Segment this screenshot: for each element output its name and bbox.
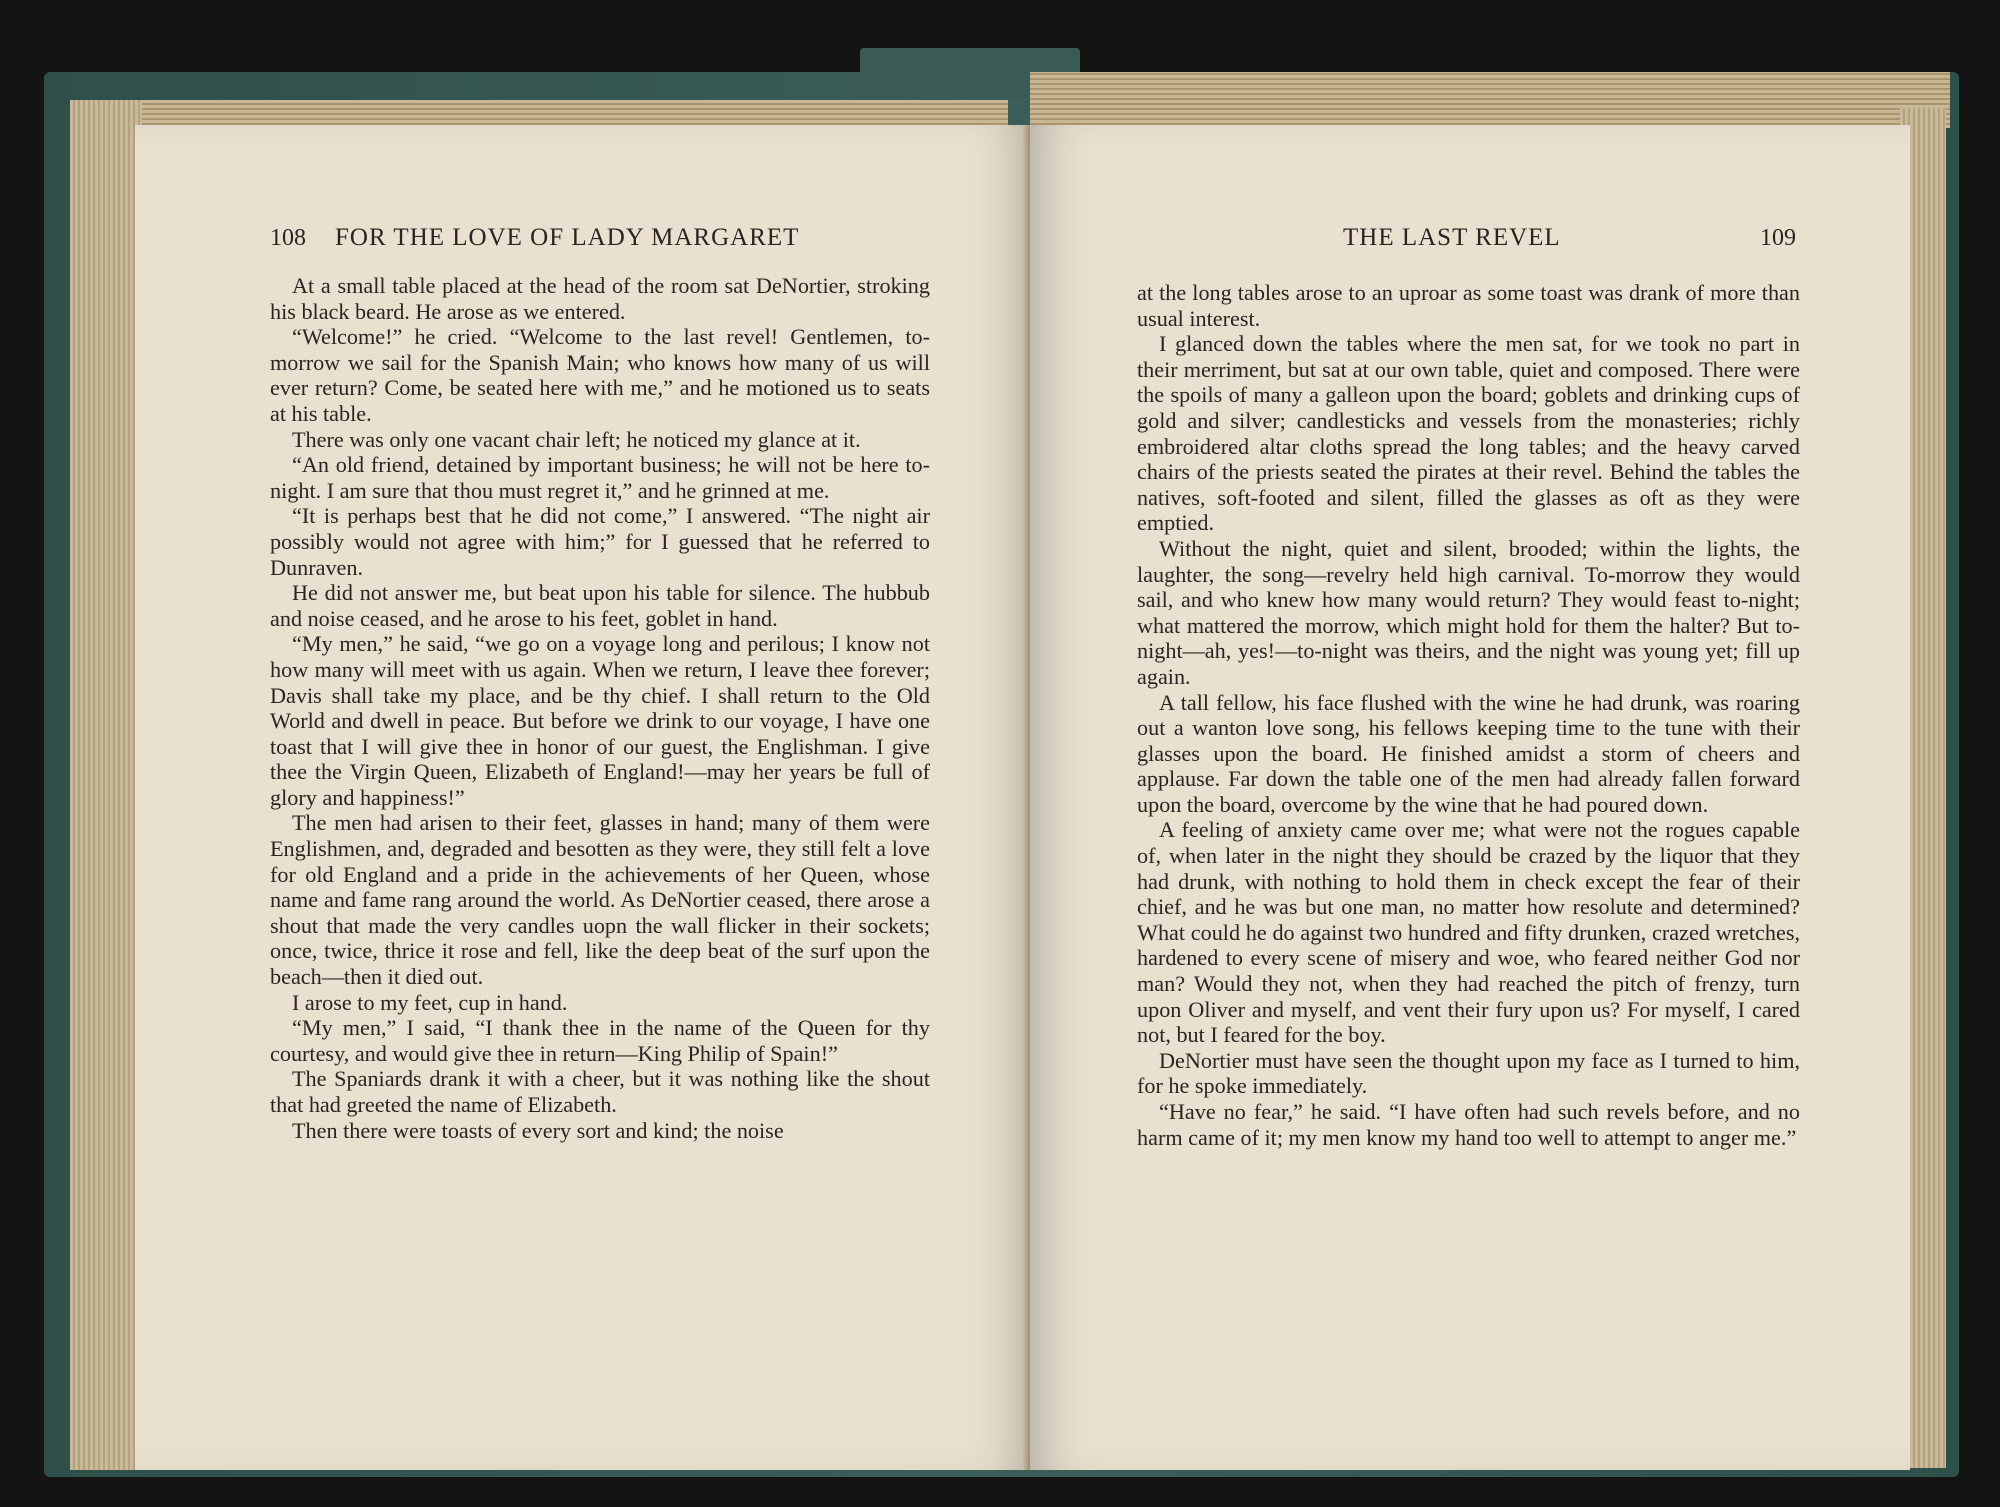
right-page-number: 109 [1760, 225, 1796, 251]
page-edges-top-right [1030, 72, 1950, 128]
paragraph-continuation: at the long tables arose to an uproar as some toast was drank of more than usual interest. [1137, 280, 1800, 331]
paragraph: The Spaniards drank it with a cheer, but it was nothing like the shout that had greeted the name of Elizabeth. [270, 1066, 930, 1117]
left-page-text [270, 273, 930, 1143]
paragraph: I arose to my feet, cup in hand. [292, 989, 568, 1015]
right-page-text [1137, 280, 1800, 1150]
paragraph: At a small table placed at the head of the room sat DeNortier, stroking his black beard. He arose as we entered. [270, 273, 930, 324]
paragraph: A feeling of anxiety came over me; what were not the rogues capable of, when later in the night they should be crazed by the liquor that they had drunk, with nothing to hold them in check except the fear of their chief, and he was but one man, no matter how resolute and determined? What could he do against two hundred and fifty drunken, crazed wretches, hardened to every scene of misery and woe, who feared neither God nor man? Would they not, when they had reached the pitch of frenzy, turn upon Oliver and myself, and vent their fury upon us? For myself, I cared not, but I feared for the boy. [1137, 817, 1800, 1048]
right-page [1030, 125, 1910, 1470]
paragraph: He did not answer me, but beat upon his table for silence. The hubbub and noise ceased, and he arose to his feet, goblet in hand. [270, 580, 930, 631]
left-page [135, 125, 1030, 1470]
paragraph: “Have no fear,” he said. “I have often had such revels before, and no harm came of it; my men know my hand too well to attempt to anger me.” [1137, 1099, 1800, 1150]
paragraph: “It is perhaps best that he did not come,” I answered. “The night air possibly would not agree with him;” for I guessed that he referred to Dunraven. [270, 503, 930, 580]
paragraph: “Welcome!” he cried. “Welcome to the last revel! Gentlemen, to-morrow we sail for the Spanish Main; who knows how many of us will ever return? Come, be seated here with me,” and he motioned us to seats at his table. [270, 324, 930, 426]
page-edges-top-left [78, 100, 1008, 128]
page-edges-left [70, 100, 142, 1470]
left-running-head: FOR THE LOVE OF LADY MARGARET [335, 224, 800, 251]
paragraph: Then there were toasts of every sort and kind; the noise [292, 1117, 784, 1143]
paragraph: DeNortier must have seen the thought upon my face as I turned to him, for he spoke immediately. [1137, 1047, 1800, 1099]
paragraph: There was only one vacant chair left; he noticed my glance at it. [292, 426, 861, 452]
right-running-head: THE LAST REVEL [1343, 224, 1561, 251]
paragraph: “My men,” I said, “I thank thee in the name of the Queen for thy courtesy, and would give thee in return—King Philip of Spain!” [270, 1015, 930, 1066]
paragraph: Without the night, quiet and silent, brooded; within the lights, the laughter, the song—revelry held high carnival. To-morrow they would sail, and who knew how many would return? They would feast to-night; what mattered the morrow, which might hold for them the halter? But to-night—ah, yes!—to-night was theirs, and the night was young yet; fill up again. [1137, 535, 1800, 689]
paragraph: “An old friend, detained by important business; he will not be here to-night. I am sure that thou must regret it,” and he grinned at me. [270, 452, 930, 503]
left-page-number: 108 [270, 225, 306, 251]
paragraph: The men had arisen to their feet, glasses in hand; many of them were Englishmen, and, degraded and besotten as they were, they still felt a love for old England and a pride in the achievements of her Queen, whose name and fame rang around the world. As DeNortier ceased, there arose a shout that made the very candles uopn the wall flicker in their sockets; once, twice, thrice it rose and fell, like the deep beat of the surf upon the beach—then it died out. [270, 810, 930, 990]
paragraph: A tall fellow, his face flushed with the wine he had drunk, was roaring out a wanton love song, his fellows keeping time to the tune with their glasses upon the board. He finished amidst a storm of cheers and applause. Far down the table one of the men had already fallen forward upon the board, overcome by the wine that he had poured down. [1137, 689, 1800, 817]
paragraph: “My men,” he said, “we go on a voyage long and perilous; I know not how many will meet with us again. When we return, I leave thee forever; Davis shall take my place, and be thy chief. I shall return to the Old World and dwell in peace. But before we drink to our voyage, I have one toast that I will give thee in honor of our guest, the Englishman. I give thee the Virgin Queen, Elizabeth of England!—may her years be full of glory and happiness!” [270, 631, 930, 810]
paragraph: I glanced down the tables where the men sat, for we took no part in their merriment, but sat at our own table, quiet and composed. There were the spoils of many a galleon upon the board; goblets and drinking cups of gold and silver; candlesticks and vessels from the monasteries; richly embroidered altar cloths spread the long tables; and the heavy carved chairs of the priests seated the pirates at their revel. Behind the tables the natives, soft-footed and silent, filled the glasses as oft as they were emptied. [1137, 331, 1800, 536]
